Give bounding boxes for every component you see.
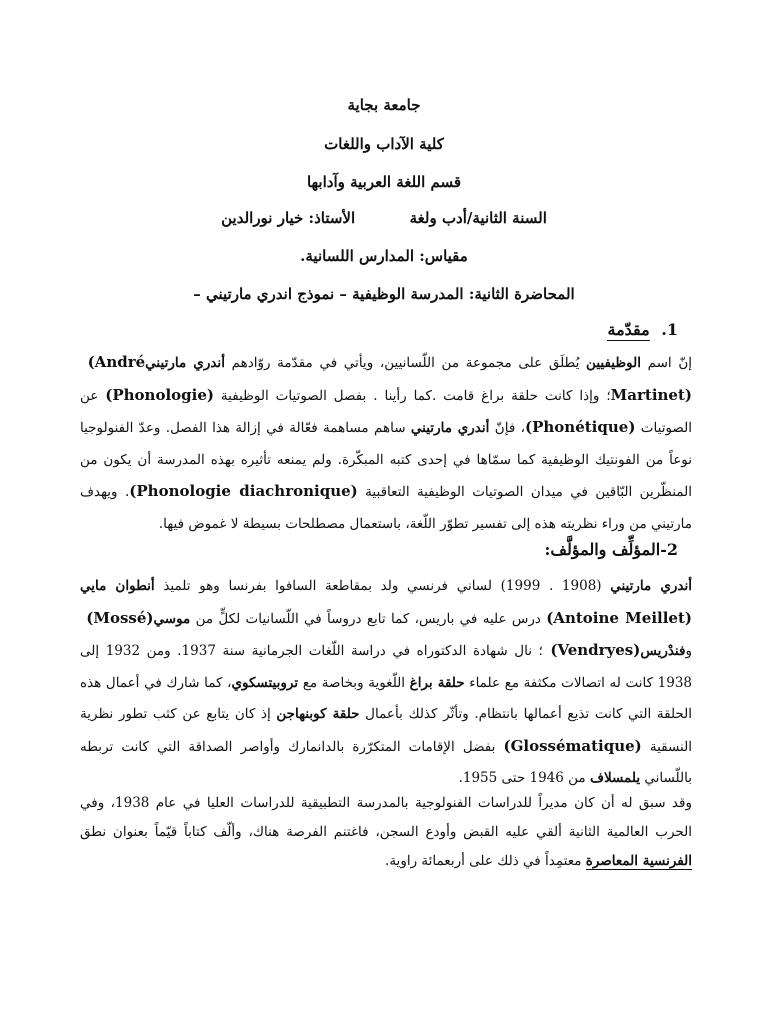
- year-and-professor-line: [150, 209, 618, 227]
- module-title: مقياس: المدارس اللسانية.: [300, 247, 468, 265]
- academic-year: السنة الثانية/أدب ولغة: [409, 209, 547, 227]
- university-name: جامعة بجاية: [347, 96, 421, 114]
- professor-name: الأستاذ: خيار نورالدين: [221, 209, 356, 227]
- paragraph-author-bio: أندري مارتيني (1908 . 1999) لساني فرنسي ولد بمقاطعة السافوا بفرنسا وهو تلميذ أنطوان مايي (Antoine Meillet) درس عليه في باريس، كما تابع دروساً في اللّسانيات لكلٍّ من موسي (Mossé) وفندْريس (Vendryes)؛ نال شهادة الدكتوراه في دراسة اللّغات الجرمانية سنة 1937. ومن 1932 إلى 1938 كانت له اتصالات مكثفة مع علماء حلقة براغ اللّغوية وبخاصة مع تروبيتسكوي، كما شارك في أعمال هذه الحلقة التي كانت تذيع أعمالها بانتظام. وتأثّر كذلك بأعمال حلقة كوبنهاجن إذ كان يتابع عن كثب تطور نظرية النسقية (Glossématique) بفضل الإقامات المتكرّرة بالدانمارك وأواصر الصداقة التي كانت تربطه باللّساني يلمسلاف من 1946 حتى 1955.: [80, 578, 693, 786]
- lecture-title: المحاضرة الثانية: المدرسة الوظيفية – نموذج اندري مارتيني –: [193, 285, 575, 303]
- faculty-name: كلية الآداب واللغات: [324, 135, 444, 153]
- paragraph-introduction: إنّ اسم الوظيفيين يُطلَق على مجموعة من اللّسانيين، ويأتي في مقدّمة روّادهم أندري مارتيني (André Martinet)؛ وإذا كانت حلقة براغ قامت .كما رأينا . بفصل الصوتيات الوظيفية (Phonologie) عن الصوتيات (Phonétique)، فإنّ أندري مارتيني ساهم مساهمة فعّالة في إزالة هذا الفصل. وعدّ الفنولوجيا نوعاً من الفونتيك الوظيفية كما سمّاها في إحدى كتبه المبكّرة. ولم يمنعه تأثيره بهذه المدرسة أن يكون من المنظّرين البّاقين في ميدان الصوتيات الوظيفية التعاقبية (Phonologie diachronique). ويهدف مارتيني من وراء نظريته هذه إلى تفسير تطوّر اللّغة، باستعمال مصطلحات بسيطة لا غموض فيها.: [80, 353, 693, 532]
- section-number: 1.: [661, 320, 678, 339]
- department-name: قسم اللغة العربية وآدابها: [306, 173, 462, 191]
- paragraph-career: وقد سبق له أن كان مديراً للدراسات الفنولوجية بالمدرسة التطبيقية للدراسات العليا في عام 1938، وفي الحرب العالمية الثانية ألقي عليه القبض وأودع السجن، فاغتنم الفرصة هناك، وألّف كتاباً قيّماً بعنوان نطق الفرنسية المعاصرة معتمِداً في ذلك على أربعمائة راوية.: [80, 795, 692, 869]
- section-heading-author: 2-المؤلِّف والمؤلَّف:: [544, 540, 678, 559]
- section-title-text: مقدّمة: [607, 320, 650, 339]
- section-heading-introduction: [607, 320, 678, 339]
